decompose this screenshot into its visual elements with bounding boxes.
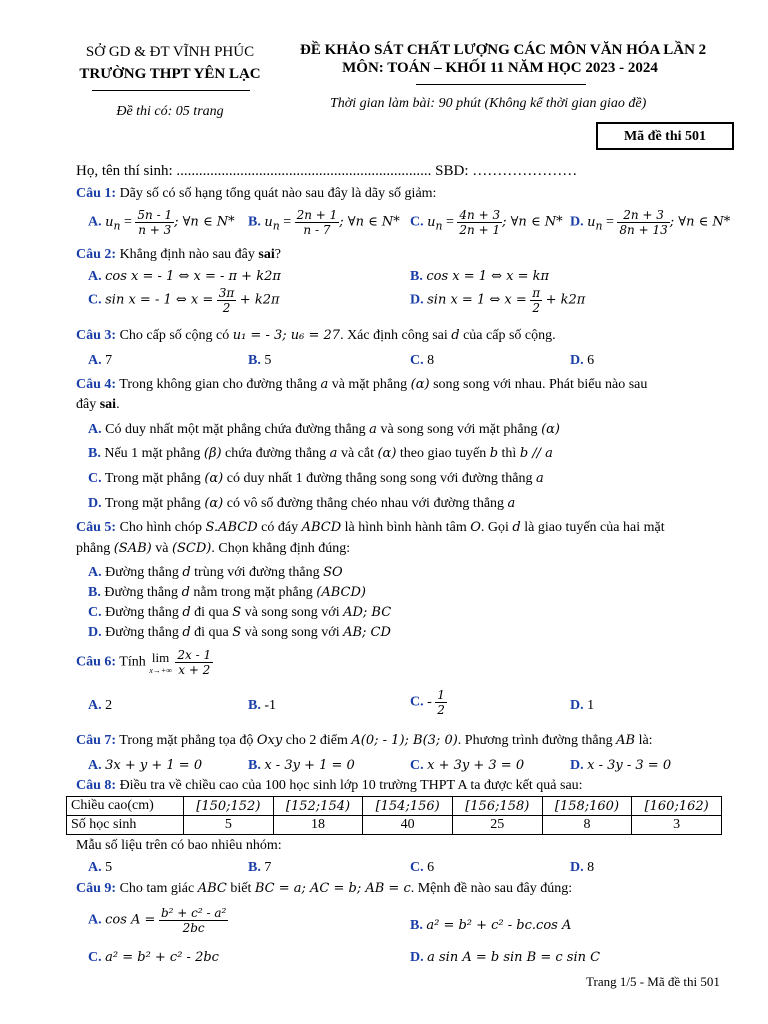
q6-option-a[interactable] [88, 698, 112, 714]
emphasis: sai [258, 247, 275, 262]
option-letter: D. [570, 353, 584, 368]
table-cell: 5 [184, 816, 274, 835]
domain-note: ; ∀n ∈ N* [502, 214, 563, 230]
math: d [182, 565, 191, 580]
math: (α) [541, 422, 560, 437]
q7-option-d[interactable] [570, 758, 671, 774]
option-value: -1 [264, 698, 277, 713]
option-letter: B. [248, 214, 261, 230]
option-text: và song song với [241, 625, 344, 640]
q4-option-c[interactable] [88, 471, 544, 487]
math: ABCD [301, 520, 342, 535]
page-count: Đề thi có: 05 trang [116, 104, 224, 119]
q9-option-d[interactable] [410, 950, 600, 966]
q7-option-b[interactable] [248, 758, 355, 774]
option-value: 6 [427, 860, 435, 875]
option-letter: B. [410, 269, 423, 284]
q9-option-a[interactable] [88, 906, 228, 935]
left-header-rule [92, 90, 250, 91]
emphasis: sai [99, 397, 117, 412]
question-5-cont [76, 541, 350, 557]
q1-option-a[interactable]: A. $u_n$ = $\frac{5n - 1}{n + 3}$ ; ∀n ∈ N* [88, 208, 235, 237]
formula: x - 3y + 1 = 0 [264, 758, 355, 773]
question-label: Câu 6: [76, 654, 117, 670]
q2-option-c[interactable] [88, 286, 280, 315]
option-text: Đường thẳng [101, 625, 183, 640]
math: b [489, 446, 499, 461]
q6-option-c[interactable] [410, 688, 447, 717]
page-footer: Trang 1/5 - Mã đề thi 501 [586, 974, 720, 989]
sequence-term: $u_n$ [264, 214, 280, 233]
variable: d [451, 328, 460, 343]
formula: a sin A = b sin B = c sin C [427, 950, 601, 965]
question-4-cont [76, 397, 120, 413]
question-text: Trong không gian cho đường thẳng [116, 377, 321, 392]
table-header-cell: Chiều cao(cm) [67, 797, 184, 816]
math: a [535, 471, 544, 486]
q6-option-d[interactable] [570, 698, 594, 714]
exam-subject: MÔN: TOÁN – KHỐI 11 NĂM HỌC 2023 - 2024 [342, 60, 658, 76]
school-name: TRƯỜNG THPT YÊN LẠC [79, 66, 261, 82]
table-cell: 25 [452, 816, 542, 835]
question-label: Câu 5: [76, 520, 117, 535]
q8-option-c[interactable] [410, 860, 434, 876]
option-text: Đường thẳng [100, 585, 182, 600]
option-letter: C. [410, 860, 424, 875]
option-text: Đường thẳng [101, 605, 183, 620]
option-text: Đường thẳng [101, 565, 183, 580]
option-letter: C. [88, 605, 102, 620]
plane-symbol: (α) [410, 377, 430, 392]
question-1 [76, 186, 436, 202]
math: (α) [377, 446, 397, 461]
option-letter: B. [88, 585, 101, 600]
sequence-term: $u_n$ [105, 214, 121, 233]
math: a [329, 446, 338, 461]
option-text: thì [498, 446, 520, 461]
formula: sin x = - 1 ⇔ x = [105, 292, 214, 308]
department-name: SỞ GD & ĐT VĨNH PHÚC [85, 44, 255, 60]
question-text: có đáy [257, 520, 302, 535]
formula: cos A = [105, 912, 156, 928]
q5-option-a[interactable] [88, 565, 343, 581]
math: a [369, 422, 377, 437]
q2-option-a[interactable] [88, 269, 281, 285]
question-label: Câu 3: [76, 328, 117, 343]
math: (ABCD) [316, 585, 366, 600]
question-text: Dãy số có số hạng tổng quát nào sau đây là dãy số giảm: [116, 186, 437, 201]
table-header-cell: Số học sinh [67, 816, 184, 835]
q3-option-b[interactable] [248, 353, 271, 369]
table-cell: 18 [273, 816, 363, 835]
formula: u₁ = - 3; u₆ = 27 [232, 328, 341, 343]
question-label: Câu 7: [76, 733, 117, 748]
question-label: Câu 2: [76, 247, 117, 262]
option-value: 2 [105, 698, 113, 713]
option-letter: A. [88, 565, 102, 580]
question-end: ? [274, 247, 281, 262]
option-text: nằm trong mặt phẳng [189, 585, 317, 600]
option-letter: B. [248, 860, 261, 875]
option-letter: B. [248, 758, 261, 773]
q1-option-c[interactable]: C. $u_n$ = $\frac{4n + 3}{2n + 1}$ ; ∀n ∈ N* [410, 208, 563, 237]
formula: x - 3y - 3 = 0 [587, 758, 672, 773]
sequence-term: $u_n$ [427, 214, 443, 233]
limit-operator: lim x→+∞ [149, 650, 172, 675]
question-text: . Chọn khẳng định đúng: [211, 541, 351, 556]
math: A(0; - 1); B(3; 0) [351, 733, 458, 748]
table-cell: 8 [542, 816, 632, 835]
option-letter: C. [410, 353, 424, 368]
option-text: có vô số đường thẳng chéo nhau với đường thẳng [223, 496, 508, 511]
math: S.ABCD [205, 520, 258, 535]
option-letter: A. [88, 698, 102, 713]
q5-option-b[interactable] [88, 585, 366, 601]
math: (β) [203, 446, 222, 461]
formula-tail: + k2π [545, 292, 586, 308]
math: (α) [204, 496, 224, 511]
option-value: 1 [587, 698, 595, 713]
fraction: $\frac{\pi}{2}$ [532, 286, 541, 315]
fraction: $\frac{\text{b² + c² - a²}}{2bc}$ [160, 906, 227, 935]
math: AD; BC [343, 605, 392, 620]
line-symbol: a [320, 377, 329, 392]
option-letter: D. [88, 625, 102, 640]
option-letter: D. [410, 950, 424, 965]
option-text: trùng với đường thẳng [190, 565, 324, 580]
option-letter: D. [570, 860, 584, 875]
table-cell: [150;152) [184, 797, 274, 816]
domain-note: ; ∀n ∈ N* [339, 214, 400, 230]
q3-option-c[interactable] [410, 353, 434, 369]
q1-option-b[interactable]: B. $u_n$ = $\frac{2n + 1}{n - 7}$ ; ∀n ∈ N* [248, 208, 400, 237]
math: d [181, 585, 190, 600]
question-text: là: [635, 733, 653, 748]
question-text: Điều tra về chiều cao của 100 học sinh lớp 10 trường THPT A ta được kết quả sau: [116, 778, 583, 793]
question-label: Câu 8: [76, 778, 117, 793]
question-end: . [116, 397, 120, 412]
domain-note: ; ∀n ∈ N* [174, 214, 235, 230]
right-header-rule [416, 84, 586, 85]
option-text: và song song với [241, 605, 344, 620]
math: Oxy [256, 733, 283, 748]
option-text: chứa đường thẳng [221, 446, 330, 461]
math: d [182, 605, 191, 620]
question-9 [76, 881, 572, 897]
question-8 [76, 778, 583, 794]
option-value: 5 [264, 353, 272, 368]
formula: cos x = 1 ⇔ x = kπ [426, 269, 550, 284]
exam-time: Thời gian làm bài: 90 phút (Không kể thời gian giao đề) [330, 96, 647, 111]
fraction: $\frac{2n + 3}{8n + 13}$ [619, 208, 668, 237]
option-letter: A. [88, 860, 102, 875]
fraction: $\frac{4n + 3}{2n + 1}$ [459, 208, 501, 237]
fraction: $\frac{2x - 1}{x + 2}$ [177, 648, 212, 677]
table-cell: 40 [363, 816, 453, 835]
table-cell: 3 [632, 816, 722, 835]
table-cell: [154;156) [363, 797, 453, 816]
option-letter: A. [88, 912, 102, 928]
table-row [67, 816, 722, 835]
table-cell: [156;158) [452, 797, 542, 816]
question-6 [76, 648, 213, 677]
question-label: Câu 1: [76, 186, 117, 201]
question-4 [76, 377, 647, 393]
question-label: Câu 9: [76, 881, 117, 896]
fraction: $\frac{3\pi}{2}$ [218, 286, 235, 315]
q3-option-d[interactable] [570, 353, 594, 369]
math: S [232, 605, 242, 620]
question-text: Cho hình chóp [116, 520, 206, 535]
q5-option-c[interactable] [88, 605, 391, 621]
question-text: là giao tuyến của hai mặt [520, 520, 665, 535]
q4-option-b[interactable] [88, 446, 553, 462]
math: ABC [197, 881, 227, 896]
q2-option-d[interactable] [410, 286, 585, 315]
option-letter: B. [248, 698, 261, 713]
formula: cos x = - 1 ⇔ x = - π + k2π [105, 269, 281, 284]
option-text: theo giao tuyến [396, 446, 490, 461]
option-text: và song song với mặt phẳng [376, 422, 542, 437]
formula-tail: + k2π [239, 292, 280, 308]
q9-option-b[interactable] [410, 918, 571, 934]
option-letter: A. [88, 422, 102, 437]
option-letter: A. [88, 758, 102, 773]
option-letter: B. [248, 353, 261, 368]
question-text: và mặt phẳng [328, 377, 411, 392]
math: O [470, 520, 481, 535]
math: (SAB) [113, 541, 152, 556]
math: S [232, 625, 242, 640]
formula: sin x = 1 ⇔ x = [427, 292, 527, 308]
table-cell: [158;160) [542, 797, 632, 816]
option-letter: A. [88, 214, 102, 230]
question-text: . Mệnh đề nào sau đây đúng: [410, 881, 573, 896]
option-letter: B. [88, 446, 101, 461]
option-text: có duy nhất 1 đường thẳng song song với đường thẳng [223, 471, 536, 486]
option-letter: C. [410, 214, 424, 230]
math: d [182, 625, 191, 640]
exam-code-box: Mã đề thi 501 [596, 122, 734, 150]
fraction: $\frac{2n + 1}{n - 7}$ [296, 208, 338, 237]
question-text: phẳng [76, 541, 114, 556]
option-value: 6 [587, 353, 595, 368]
option-letter: A. [88, 353, 102, 368]
student-info-line: Họ, tên thí sinh: .................................................................... SBD: ………………… [76, 163, 578, 179]
option-letter: A. [88, 269, 102, 284]
question-label: Câu 4: [76, 377, 117, 392]
sign: - [427, 694, 432, 710]
table-cell: [160;162) [632, 797, 722, 816]
formula: 3x + y + 1 = 0 [105, 758, 203, 773]
formula: a² = b² + c² - bc.cos A [426, 918, 572, 933]
q5-option-d[interactable] [88, 625, 391, 641]
question-text: . Phương trình đường thẳng [457, 733, 617, 748]
math: (SCD) [171, 541, 212, 556]
fraction: $\frac{5n - 1}{n + 3}$ [137, 208, 173, 237]
q7-option-a[interactable] [88, 758, 202, 774]
question-8-followup: Mẫu số liệu trên có bao nhiêu nhóm: [76, 838, 282, 853]
question-text: của cấp số cộng. [459, 328, 556, 343]
question-text: là hình bình hành tâm [341, 520, 471, 535]
table-row [67, 797, 722, 816]
question-text: . Xác định công sai [340, 328, 452, 343]
sequence-term: $u_n$ [587, 214, 603, 233]
option-value: 5 [105, 860, 113, 875]
option-text: và cắt [337, 446, 378, 461]
question-text: Cho cấp số cộng có [116, 328, 233, 343]
question-text: . Gọi [480, 520, 513, 535]
option-text: Trong mặt phẳng [101, 496, 205, 511]
question-7 [76, 733, 653, 749]
question-text: đây [76, 397, 100, 412]
exam-title: ĐỀ KHẢO SÁT CHẤT LƯỢNG CÁC MÔN VĂN HÓA LẦN 2 [300, 42, 707, 58]
option-letter: C. [410, 758, 424, 773]
q9-option-c[interactable] [88, 950, 219, 966]
q3-option-a[interactable] [88, 353, 112, 369]
question-2 [76, 247, 281, 263]
formula: a² = b² + c² - 2bc [105, 950, 219, 965]
height-table [66, 796, 722, 835]
q8-option-d[interactable] [570, 860, 594, 876]
q8-option-b[interactable] [248, 860, 271, 876]
math: d [512, 520, 521, 535]
math: (α) [204, 471, 224, 486]
question-text: song song với nhau. Phát biểu nào sau [429, 377, 648, 392]
fraction: $\frac{1}{2}$ [437, 688, 445, 717]
question-3 [76, 328, 556, 344]
option-letter: D. [88, 496, 102, 511]
question-text: biết [226, 881, 255, 896]
q1-option-d[interactable]: D. $u_n$ = $\frac{2n + 3}{8n + 13}$ ; ∀n ∈ N* [570, 208, 731, 237]
table-cell: [152;154) [273, 797, 363, 816]
option-letter: B. [410, 918, 423, 933]
option-letter: D. [570, 758, 584, 773]
math: AB; CD [343, 625, 391, 640]
math: AB [616, 733, 636, 748]
q2-option-b[interactable] [410, 269, 549, 285]
q8-option-a[interactable] [88, 860, 112, 876]
option-letter: D. [410, 292, 424, 308]
option-text: Nếu 1 mặt phẳng [100, 446, 204, 461]
math: b // a [519, 446, 553, 461]
question-text: Khẳng định nào sau đây [116, 247, 259, 262]
q7-option-c[interactable] [410, 758, 524, 774]
option-value: 8 [587, 860, 595, 875]
q6-option-b[interactable] [248, 698, 276, 714]
math: BC = a; AC = b; AB = c [254, 881, 411, 896]
option-letter: D. [570, 698, 584, 713]
question-text: Trong mặt phẳng tọa độ [116, 733, 257, 748]
question-text: cho 2 điểm [282, 733, 352, 748]
option-value: 7 [105, 353, 113, 368]
option-letter: C. [88, 950, 102, 965]
option-text: Trong mặt phẳng [101, 471, 205, 486]
option-value: 8 [427, 353, 435, 368]
question-5 [76, 520, 665, 536]
q4-option-d[interactable] [88, 496, 515, 512]
question-text: và [151, 541, 172, 556]
q4-option-a[interactable] [88, 422, 560, 438]
option-letter: D. [570, 214, 584, 230]
option-text: Có duy nhất một mặt phẳng chứa đường thẳng [101, 422, 370, 437]
option-letter: C. [88, 471, 102, 486]
question-text: Cho tam giác [116, 881, 198, 896]
option-letter: C. [88, 292, 102, 308]
option-value: 7 [264, 860, 272, 875]
math: SO [323, 565, 343, 580]
option-text: đi qua [190, 625, 233, 640]
option-letter: C. [410, 694, 424, 710]
question-text: Tính [116, 654, 150, 670]
formula: x + 3y + 3 = 0 [427, 758, 525, 773]
option-text: đi qua [190, 605, 233, 620]
math: a [507, 496, 516, 511]
domain-note: ; ∀n ∈ N* [669, 214, 731, 230]
